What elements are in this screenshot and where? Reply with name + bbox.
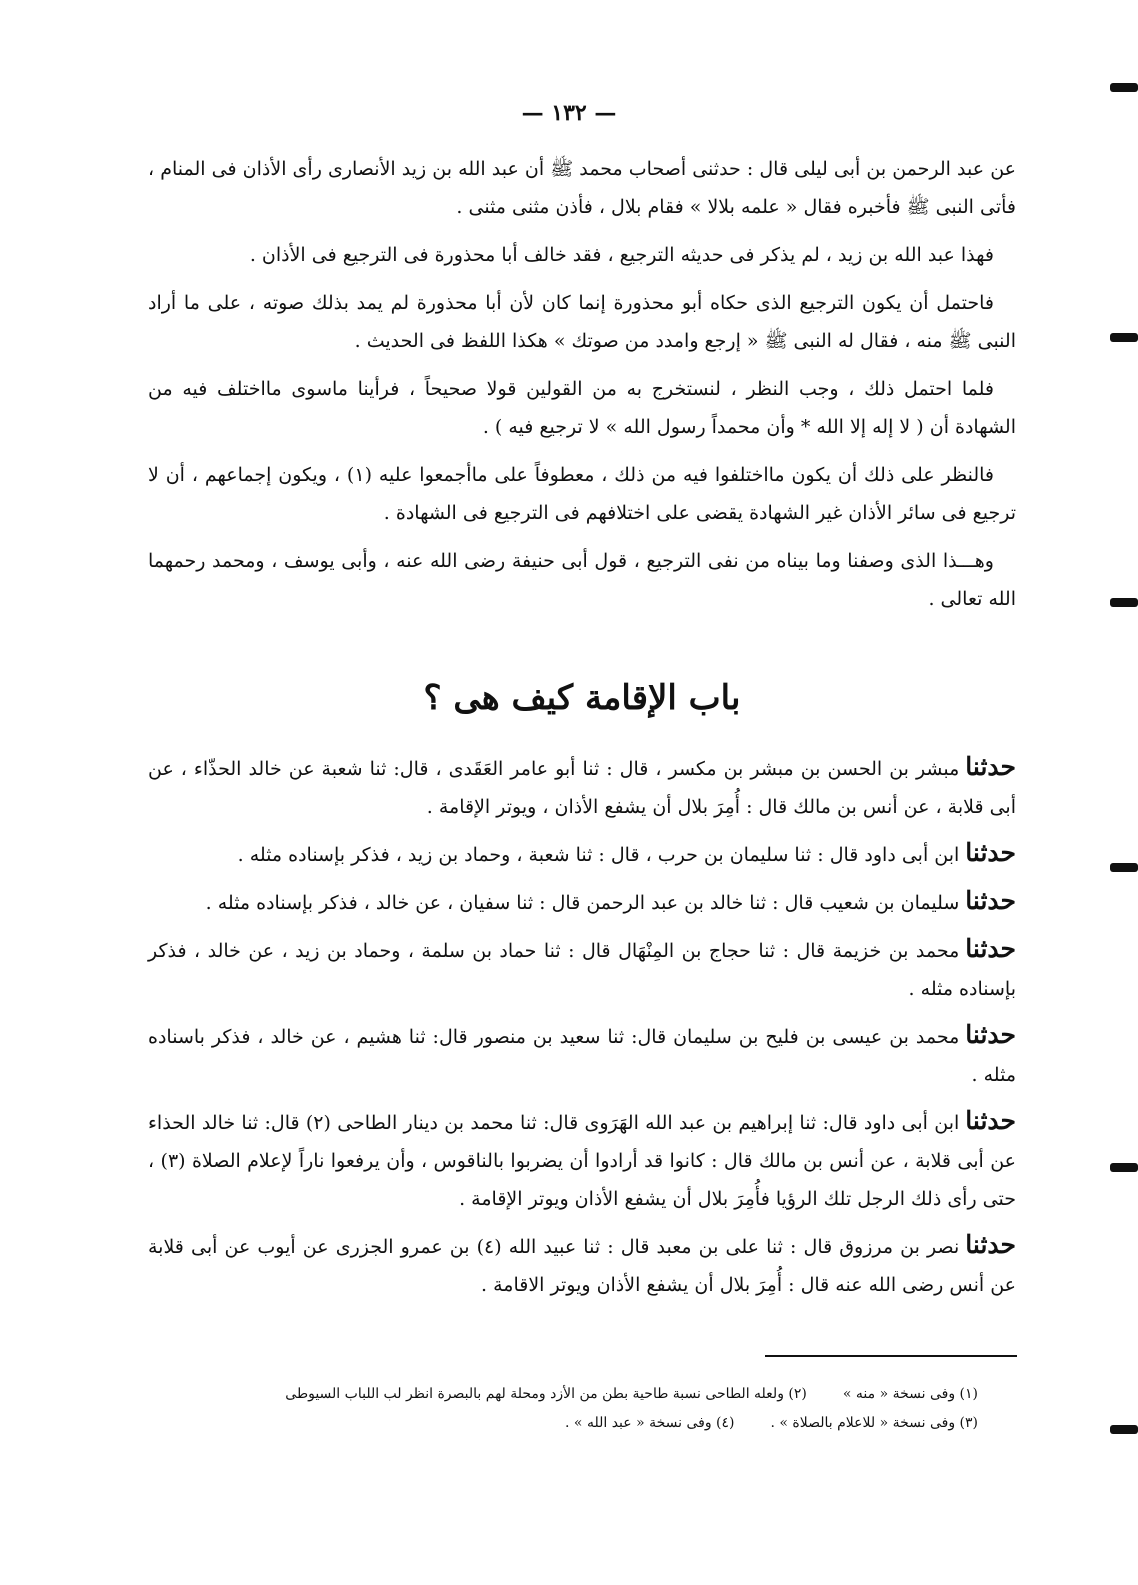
scan-edge-mark: [1110, 598, 1138, 607]
hadith-lead: حدثنا: [965, 886, 1016, 915]
page-body: [148, 150, 1016, 1312]
footnote-1: (١) وفى نسخة « منه »: [842, 1386, 978, 1402]
intro-paragraph: وهـــذا الذى وصفنا وما بيناه من نفى الترجيع ، قول أبى حنيفة رضى الله عنه ، وأبى يوسف ، ومحمد رحمهما الله تعالى .: [148, 550, 1016, 610]
hadith-lead: حدثنا: [965, 1230, 1016, 1259]
scan-edge-mark: [1110, 333, 1138, 342]
hadith-entry: [148, 748, 1016, 826]
hadith-lead: حدثنا: [965, 934, 1016, 963]
hadith-lead: حدثنا: [965, 838, 1016, 867]
scan-edge-mark: [1110, 83, 1138, 92]
hadith-entry: [148, 1016, 1016, 1094]
scan-edge-mark: [1110, 1163, 1138, 1172]
footnote-divider: [765, 1355, 1017, 1357]
hadith-text: نصر بن مرزوق قال : ثنا على بن معبد قال : ثنا عبيد الله (٤) بن عمرو الجزرى عن أيوب عن أبى قلابة عن أنس رضى الله عنه قال : أُمِرَ بلال أن يشفع الأذان ويوتر الاقامة .: [148, 1236, 1016, 1296]
hadith-lead: حدثنا: [965, 752, 1016, 781]
chapter-title: باب الإقامة كيف هى ؟: [423, 678, 741, 718]
hadith-text: ابن أبى داود قال : ثنا سليمان بن حرب ، قال : ثنا شعبة ، وحماد بن زيد ، فذكر بإسناده مثله .: [237, 844, 960, 866]
hadith-entry: [148, 834, 1016, 874]
hadith-text: مبشر بن الحسن بن مبشر بن مكسر ، قال : ثنا أبو عامر العَقَدى ، قال: ثنا شعبة عن خالد الحذّاء ، عن أبى قلابة ، عن أنس بن مالك قال : أُمِرَ بلال أن يشفع الأذان ، ويوتر الإقامة .: [148, 758, 1016, 818]
hadith-lead: حدثنا: [965, 1106, 1016, 1135]
footnotes: [148, 1380, 978, 1438]
footnote-2: (٢) ولعله الطاحى نسبة طاحية بطن من الأزد ومحلة لهم بالبصرة انظر لب اللباب السيوطى: [285, 1386, 807, 1402]
intro-paragraph: عن عبد الرحمن بن أبى ليلى قال : حدثنى أصحاب محمد ﷺ أن عبد الله بن زيد الأنصارى رأى الأذان فى المنام ، فأتى النبى ﷺ فأخبره فقال « علمه بلالا » فقام بلال ، فأذن مثنى مثنى .: [148, 158, 1016, 218]
intro-paragraph: فلما احتمل ذلك ، وجب النظر ، لنستخرج به من القولين قولا صحيحاً ، فرأينا ماسوى مااختلف فيه من الشهادة أن ( لا إله إلا الله * وأن محمداً رسول الله » لا ترجيع فيه ) .: [148, 378, 1016, 438]
footnote-row: [148, 1409, 978, 1438]
intro-paragraph: فهذا عبد الله بن زيد ، لم يذكر فى حديثه الترجيع ، فقد خالف أبا محذورة فى الترجيع فى الأذان .: [249, 244, 994, 266]
hadith-text: سليمان بن شعيب قال : ثنا خالد بن عبد الرحمن قال : ثنا سفيان ، عن خالد ، فذكر بإسناده مثله .: [205, 892, 960, 914]
page-number: — ١٣٢ —: [521, 100, 617, 126]
intro-paragraph: فاحتمل أن يكون الترجيع الذى حكاه أبو محذورة إنما كان لأن أبا محذورة لم يمد بذلك صوته ، على ما أراد النبى ﷺ منه ، فقال له النبى ﷺ « إرجع وامدد من صوتك » هكذا اللفظ فى الحديث .: [148, 292, 1016, 352]
hadith-entry: [148, 882, 1016, 922]
intro-paragraph: فالنظر على ذلك أن يكون مااختلفوا فيه من ذلك ، معطوفاً على ماأجمعوا عليه (١) ، ويكون إجماعهم ، أن لا ترجيع فى سائر الأذان غير الشهادة يقضى على اختلافهم فى الترجيع فى الشهادة .: [148, 464, 1016, 524]
hadith-text: محمد بن عيسى بن فليح بن سليمان قال: ثنا سعيد بن منصور قال: ثنا هشيم ، عن خالد ، فذكر باسناده مثله .: [148, 1026, 1016, 1086]
hadith-text: محمد بن خزيمة قال : ثنا حجاج بن المِنْهَال قال : ثنا حماد بن سلمة ، وحماد بن زيد ، عن خالد ، فذكر بإسناده مثله .: [148, 940, 1016, 1000]
footnote-row: [148, 1380, 978, 1409]
footnote-3: (٣) وفى نسخة « للاعلام بالصلاة » .: [770, 1415, 978, 1431]
hadith-entry: [148, 930, 1016, 1008]
footnote-4: (٤) وفى نسخة « عبد الله » .: [565, 1415, 735, 1431]
scan-edge-mark: [1110, 1425, 1138, 1434]
scan-edge-mark: [1110, 863, 1138, 872]
hadith-lead: حدثنا: [965, 1020, 1016, 1049]
hadith-text: ابن أبى داود قال: ثنا إبراهيم بن عبد الله الهَرَوى قال: ثنا محمد بن دينار الطاحى (٢) قال: ثنا خالد الحذاء عن أبى قلابة ، عن أنس بن مالك قال : كانوا قد أرادوا أن يضربوا بالناقوس ، وأن يرفعوا ناراً لإعلام الصلاة (٣) ، حتى رأى ذلك الرجل تلك الرؤيا فأُمِرَ بلال أن يشفع الأذان ويوتر الإقامة .: [148, 1112, 1016, 1210]
hadith-entry: [148, 1102, 1016, 1218]
hadith-entry: [148, 1226, 1016, 1304]
